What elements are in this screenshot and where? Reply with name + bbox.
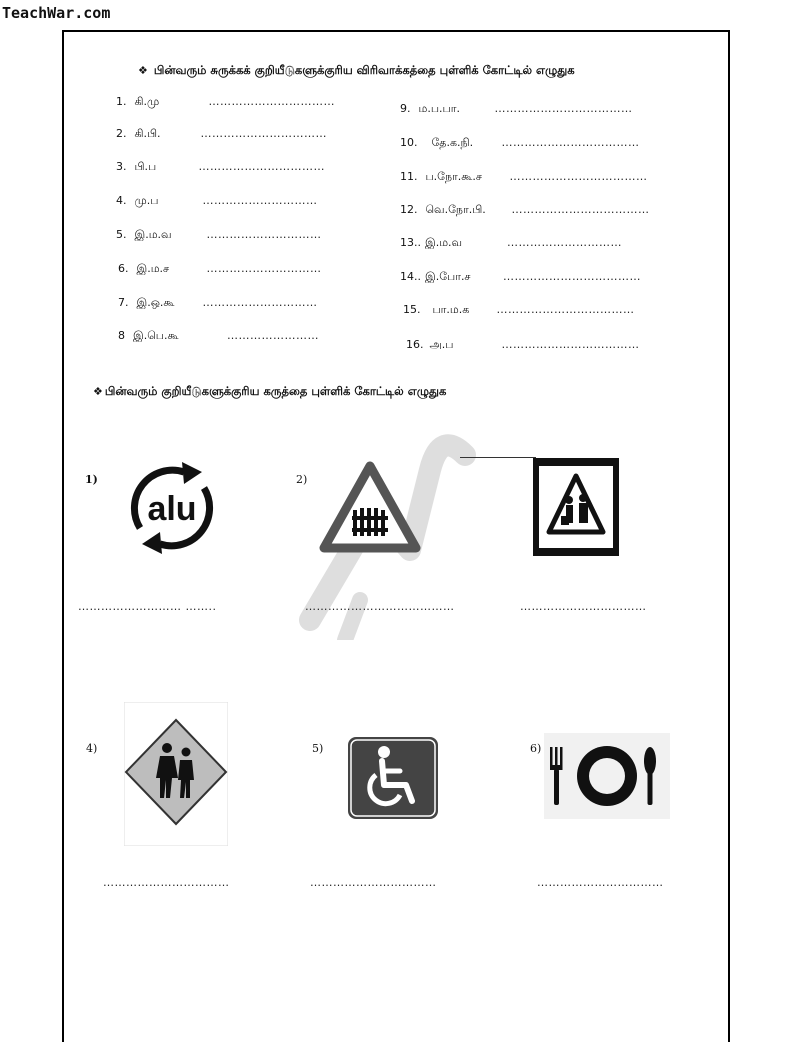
sign-number: 5) [312,742,324,755]
aluminium-recycle-icon [122,458,222,558]
list-item [403,303,635,318]
item-number: 5. [116,228,127,241]
answer-dots[interactable]: ……………………………… [501,136,640,149]
item-number: 14.. [400,270,421,283]
list-item [116,160,325,175]
answer-dots[interactable]: ………………………… [507,236,622,249]
item-number: 15. [403,303,421,316]
sign-number: 4) [86,742,98,755]
answer-dots[interactable]: ……………………………… [494,102,633,115]
children-crossing-sign-icon [124,702,228,846]
answer-dots[interactable]: …………………………… [208,95,335,108]
item-number: 11. [400,170,418,183]
bullet-icon: ❖ [138,64,148,77]
answer-dots[interactable]: ……………………………… [509,170,648,183]
item-abbreviation: இ.ம.வ [425,236,463,249]
answer-dots[interactable]: …………………………… [537,876,664,889]
item-number: 12. [400,203,418,216]
item-number: 7. [118,296,129,309]
item-abbreviation: இ.ம.வ [134,228,172,241]
section1-heading [138,63,575,79]
sign-number: 2) [296,473,308,486]
item-abbreviation: பா.ம.க [432,303,470,316]
item-number: 3. [116,160,127,173]
list-item [116,127,327,142]
plastic-recycle-symbol-icon [533,458,619,556]
item-number: 8 [118,329,125,342]
answer-dots[interactable]: …………………………… [310,876,437,889]
list-item [400,102,633,117]
answer-dots[interactable]: …………………………… [520,600,647,613]
list-item [406,338,640,353]
sign-number: 6) [530,742,542,755]
item-abbreviation: இ.போ.ச [425,270,471,283]
list-item [118,296,318,311]
wheelchair-accessible-icon [348,737,438,819]
section2-heading [93,384,446,400]
list-item [400,170,648,185]
answer-dots[interactable]: …………………………… [198,160,325,173]
divider-line [460,457,536,458]
answer-dots[interactable]: ……………………………… [496,303,635,316]
answer-dots[interactable]: ………………………………… [305,600,455,613]
answer-dots[interactable]: ……………………………… [503,270,641,283]
item-abbreviation: ப.நோ.கூ.ச [425,170,482,183]
list-item [400,136,640,151]
item-number: 2. [116,127,127,140]
railway-crossing-sign-icon [318,460,422,556]
answer-dots[interactable]: …………………………… [103,876,230,889]
item-number: 13.. [400,236,421,249]
item-abbreviation: பி.ப [134,160,157,173]
bullet-icon: ❖ [93,385,103,398]
item-number: 6. [118,262,129,275]
item-abbreviation: இ.ஒ.கூ [136,296,175,309]
item-number: 16. [406,338,424,351]
item-abbreviation: மு.ப [134,194,159,207]
section1-heading-text: பின்வரும் சுருக்கக் குறியீடுகளுக்குரிய விரிவாக்கத்தை புள்ளிக் கோட்டில் எழுதுக [153,63,575,77]
item-number: 4. [116,194,127,207]
item-abbreviation: கி.மு [134,95,160,108]
answer-dots[interactable]: …………………… [227,329,319,342]
item-abbreviation: கி.பி. [134,127,161,140]
answer-dots[interactable]: ……………………………… [511,203,650,216]
answer-dots[interactable]: ………………………… [206,228,322,241]
answer-dots[interactable]: …………………………… [200,127,327,140]
restaurant-icon [544,733,670,819]
item-abbreviation: ம.ப.பா. [418,102,460,115]
list-item [116,95,335,110]
item-abbreviation: தே.க.நி. [431,136,474,149]
list-item [118,329,319,344]
answer-dots[interactable]: ………………………… [202,296,318,309]
answer-dots[interactable]: ……………………………… [501,338,640,351]
answer-dots[interactable]: ………………………… [202,194,318,207]
section2-heading-text: பின்வரும் குறியீடுகளுக்குரிய கருத்தை புள்ளிக் கோட்டில் எழுதுக [104,384,447,398]
site-watermark-text: TeachWar.com [2,4,111,22]
item-number: 10. [400,136,418,149]
list-item [116,228,322,243]
item-abbreviation: இ.ம.ச [136,262,170,275]
answer-dots[interactable]: ………………………… [206,262,322,275]
alu-text: alu [147,490,197,528]
item-abbreviation: இ.பெ.கூ [133,329,179,342]
item-abbreviation: அ.ப [429,338,454,351]
list-item [400,203,650,218]
sign-number: 1) [85,473,98,486]
item-abbreviation: வெ.நோ.பி. [425,203,486,216]
list-item [400,270,641,285]
item-number: 1. [116,95,127,108]
list-item [116,194,318,209]
item-number: 9. [400,102,411,115]
list-item [118,262,322,277]
answer-dots[interactable]: ……………………… …….. [78,600,217,613]
list-item [400,236,622,251]
